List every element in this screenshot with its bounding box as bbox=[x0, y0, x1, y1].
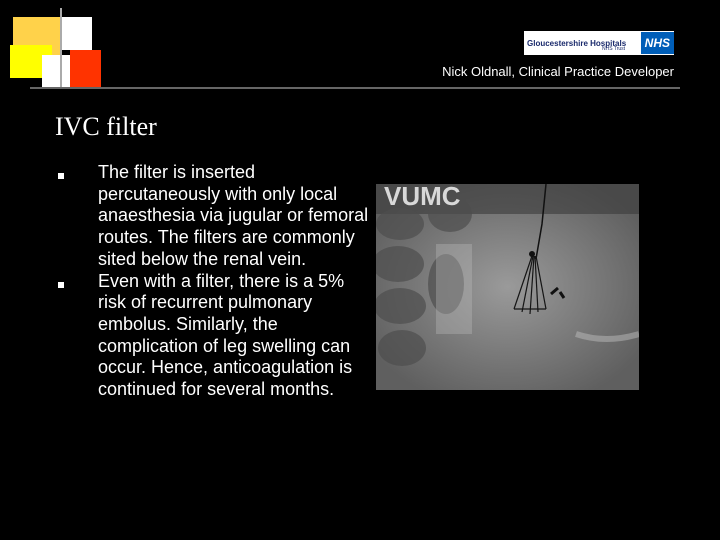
xray-graphic bbox=[376, 184, 639, 390]
spine-column bbox=[436, 244, 472, 334]
bullet-text: The filter is inserted percutaneously with only local anaesthesia via jugular or femoral routes. The filters are commonly sited below the renal vein. bbox=[98, 162, 369, 269]
decor-square-white bbox=[60, 17, 92, 50]
decor-square-orange bbox=[70, 50, 101, 88]
logo-text: Gloucestershire Hospitals bbox=[527, 38, 627, 48]
bullet-item bbox=[55, 271, 375, 401]
bullet-list bbox=[55, 162, 375, 401]
author-line: Nick Oldnall, Clinical Practice Developer bbox=[442, 64, 674, 79]
bullet-text: Even with a filter, there is a 5% risk of recurrent pulmonary embolus. Similarly, the complication of leg swelling can occur. Hence, anticoagulation is continued for several months. bbox=[98, 270, 353, 400]
ivc-filter-xray-image bbox=[376, 184, 639, 390]
bullet-square-icon bbox=[58, 173, 64, 179]
filter-apex bbox=[529, 251, 535, 257]
decor-square-white-lower bbox=[42, 55, 70, 88]
nhs-trust-logo bbox=[524, 31, 674, 55]
logo-subtext: NHS Trust bbox=[602, 46, 626, 52]
nhs-badge: NHS bbox=[641, 32, 674, 54]
bullet-item bbox=[55, 162, 375, 271]
header-divider bbox=[30, 87, 680, 89]
slide-title: IVC filter bbox=[55, 112, 157, 141]
bullet-square-icon bbox=[58, 282, 64, 288]
xray-watermark: VUMC bbox=[384, 184, 461, 211]
decor-vertical-line bbox=[60, 8, 62, 88]
